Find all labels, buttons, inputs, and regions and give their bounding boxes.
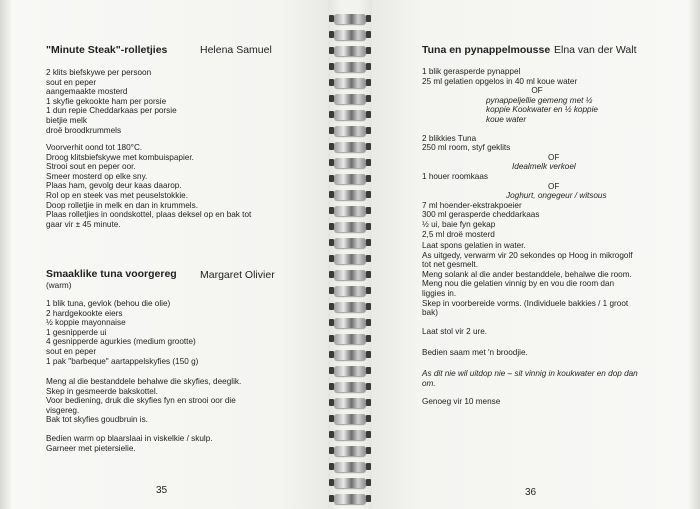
- binding-hole: [329, 495, 334, 502]
- binding-hole: [366, 79, 371, 86]
- binding-hole: [366, 63, 371, 70]
- binding-hole: [366, 175, 371, 182]
- ingredient-line: sout en peper: [46, 77, 97, 87]
- binding-coil: [334, 174, 366, 184]
- binding-hole: [366, 15, 371, 22]
- method-list: [46, 377, 241, 425]
- ingredient-line: 4 gesnipperde agurkies (medium grootte): [46, 337, 196, 347]
- binding-hole: [329, 351, 334, 358]
- ingredient-line: ½ koppie mayonnaise: [46, 318, 126, 328]
- binding-coil: [334, 302, 366, 312]
- binding-hole: [366, 415, 371, 422]
- binding-hole: [329, 431, 334, 438]
- method-line: Laat spons gelatien in water.: [422, 241, 526, 250]
- serve-note: [46, 434, 213, 453]
- yield-line: Genoeg vir 10 mense: [422, 397, 501, 406]
- binding-hole: [329, 415, 334, 422]
- serve-line: Bedien saam met 'n broodjie.: [422, 348, 528, 357]
- binding-coil: [334, 270, 366, 280]
- recipe-title: Tuna en pynappelmousse: [422, 44, 551, 56]
- ingredient-line: 250 ml room, styf geklits: [422, 143, 511, 153]
- binding-hole: [329, 447, 334, 454]
- binding-coil: [334, 462, 366, 472]
- binding-hole: [329, 335, 334, 342]
- binding-hole: [329, 79, 334, 86]
- ingredient-line: 1 skyfie gekookte ham per porsie: [46, 96, 167, 106]
- method-line: Droog klitsbiefskywe met kombuispapier.: [46, 152, 194, 162]
- binding-coil: [334, 14, 366, 24]
- ingredient-line: 1 blik tuna, gevlok (behou die olie): [46, 299, 171, 308]
- binding-coil: [334, 238, 366, 248]
- binding-coil: [334, 30, 366, 40]
- ingredient-line: bietjie melk: [46, 115, 87, 125]
- serve-line: Bedien warm op blaarslaai in viskelkie / skulp.: [46, 434, 213, 443]
- ingredient-line: 300 ml gerasperde cheddarkaas: [422, 210, 540, 220]
- binding-hole: [329, 95, 334, 102]
- ingredient-line: 2 klits biefskywe per persoon: [46, 68, 152, 77]
- method-line: tot net gesmelt.: [422, 260, 478, 270]
- page-edge-shadow: [688, 0, 700, 509]
- method-line: gaar vir ± 45 minute.: [46, 219, 121, 229]
- binding-coil: [334, 398, 366, 408]
- binding-hole: [329, 175, 334, 182]
- ingredient-line: ½ ui, baie fyn gekap: [422, 219, 496, 229]
- method-line: Skep in voorbereide vorms. (Individuele bakkies / 1 groot: [422, 298, 629, 308]
- method-line: Meng solank al die ander bestanddele, behalwe die room.: [422, 269, 632, 279]
- alternative-line: koppie Kookwater en ½ koppie: [486, 105, 598, 115]
- method-line: bak): [422, 308, 438, 318]
- binding-hole: [329, 399, 334, 406]
- ingredient-line: 2 blikkies Tuna: [422, 133, 477, 143]
- alternative-line: koue water: [486, 114, 527, 124]
- yield-note: [422, 397, 500, 407]
- binding-hole: [366, 31, 371, 38]
- ingredient-list: [46, 299, 198, 366]
- binding-hole: [366, 399, 371, 406]
- binding-coil: [334, 158, 366, 168]
- method-line: Doop rolletjie in melk en dan in krummels.: [46, 200, 198, 210]
- binding-coil: [334, 350, 366, 360]
- binding-hole: [329, 127, 334, 134]
- binding-coil: [334, 190, 366, 200]
- binding-coil: [334, 446, 366, 456]
- ingredient-line: 1 houer roomkaas: [422, 171, 488, 181]
- binding-hole: [366, 319, 371, 326]
- binding-hole: [366, 287, 371, 294]
- binding-hole: [366, 447, 371, 454]
- method-line: visgereg.: [46, 405, 80, 415]
- binding-hole: [366, 367, 371, 374]
- method-line: Voorverhit oond tot 180°C.: [46, 143, 143, 152]
- binding-hole: [366, 207, 371, 214]
- ingredient-line: 7 ml hoender-ekstrakpoeier: [422, 200, 522, 210]
- method-list: [422, 241, 633, 318]
- method-list: [46, 143, 251, 229]
- ingredient-line: 1 blik gerasperde pynappel: [422, 67, 521, 76]
- chill-line: Laat stol vir 2 ure.: [422, 327, 488, 336]
- serve-line: Garneer met pietersielie.: [46, 443, 136, 453]
- binding-hole: [329, 191, 334, 198]
- recipe-author: Elna van der Walt: [554, 44, 637, 56]
- binding-hole: [366, 127, 371, 134]
- binding-hole: [366, 495, 371, 502]
- binding-coil: [334, 430, 366, 440]
- alternative-line: Joghurt, ongegeur / witsous: [506, 191, 607, 201]
- binding-coil: [334, 494, 366, 504]
- ingredient-line: 25 ml gelatien opgelos in 40 ml koue water: [422, 76, 578, 86]
- right-page: [372, 0, 700, 509]
- binding-coil: [334, 286, 366, 296]
- or-label: OF: [531, 86, 543, 96]
- binding-hole: [329, 143, 334, 150]
- binding-coil: [334, 110, 366, 120]
- binding-hole: [329, 15, 334, 22]
- binding-hole: [366, 159, 371, 166]
- binding-coil: [334, 382, 366, 392]
- binding-hole: [366, 431, 371, 438]
- binding-hole: [329, 479, 334, 486]
- binding-coil: [334, 126, 366, 136]
- serve-note: [422, 348, 528, 358]
- method-line: As uitgedy, verwarm vir 20 sekondes op Hoog in mikrogolf: [422, 250, 633, 260]
- binding-hole: [329, 271, 334, 278]
- method-line: Skep in gesmeerde bakskottel.: [46, 386, 158, 396]
- method-line: Plaas rolletjies in oondskottel, plaas deksel op en bak tot: [46, 210, 252, 220]
- binding-hole: [329, 223, 334, 230]
- binding-hole: [329, 47, 334, 54]
- binding-coil: [334, 222, 366, 232]
- binding-hole: [329, 463, 334, 470]
- binding-hole: [329, 319, 334, 326]
- method-line: liggies in.: [422, 288, 457, 298]
- method-line: Voor bediening, druk die skyfies fyn en strooi oor die: [46, 396, 236, 406]
- binding-coil: [334, 78, 366, 88]
- binding-hole: [366, 47, 371, 54]
- ingredient-line: 1 pak "barbeque" aartappelskyfies (150 g): [46, 356, 199, 366]
- binding-hole: [366, 351, 371, 358]
- binding-coil: [334, 334, 366, 344]
- left-page: [0, 0, 328, 509]
- binding-coil: [334, 46, 366, 56]
- binding-coil: [334, 366, 366, 376]
- alternative-line: pynappeljellie gemeng met ½: [486, 95, 593, 105]
- binding-hole: [366, 143, 371, 150]
- ingredient-line: aangemaakte mosterd: [46, 87, 128, 97]
- binding-hole: [366, 463, 371, 470]
- serving-note: [46, 281, 71, 291]
- ingredient-line: 1 gesnipperde ui: [46, 327, 107, 337]
- binding-coil: [334, 478, 366, 488]
- tip-note: [422, 369, 638, 388]
- or-label: OF: [548, 152, 560, 162]
- binding-hole: [329, 111, 334, 118]
- binding-hole: [329, 367, 334, 374]
- recipe-author: Helena Samuel: [200, 44, 272, 56]
- method-line: Plaas ham, gevolg deur kaas daarop.: [46, 181, 182, 191]
- binding-hole: [329, 287, 334, 294]
- method-line: Bak tot skyfies goudbruin is.: [46, 415, 148, 425]
- tip-line: om.: [422, 378, 436, 388]
- ingredient-line: 1 dun repie Cheddarkaas per porsie: [46, 106, 177, 116]
- page-edge-shadow: [0, 0, 12, 509]
- binding-hole: [366, 479, 371, 486]
- page-number: 36: [525, 487, 537, 498]
- binding-hole: [366, 95, 371, 102]
- binding-hole: [329, 159, 334, 166]
- binding-hole: [366, 335, 371, 342]
- tip-line: As dit nie wil uitdop nie – sit vinnig in koukwater en dop dan: [422, 369, 638, 378]
- binding-hole: [366, 383, 371, 390]
- binding-coil: [334, 318, 366, 328]
- serving-line: (warm): [46, 281, 72, 290]
- recipe-title: "Minute Steak"-rolletjies: [46, 44, 168, 56]
- binding-coil: [334, 414, 366, 424]
- binding-coil: [334, 254, 366, 264]
- ingredient-line: 2 hardgekookte eiers: [46, 308, 123, 318]
- method-line: Meng al die bestanddele behalwe die skyfies, deeglik.: [46, 377, 242, 386]
- binding-coil: [334, 62, 366, 72]
- recipe-author: Margaret Olivier: [200, 269, 275, 281]
- binding-hole: [329, 31, 334, 38]
- chill-note: [422, 327, 487, 337]
- recipe-title: Smaaklike tuna voorgereg: [46, 268, 177, 280]
- method-line: Meng nou die gelatien vinnig by en vou die room dan: [422, 279, 615, 289]
- ingredient-line: droë broodkrummels: [46, 125, 122, 135]
- binding-hole: [366, 239, 371, 246]
- binding-coil: [334, 206, 366, 216]
- binding-hole: [329, 207, 334, 214]
- ingredient-line: 2,5 ml droë mosterd: [422, 229, 495, 239]
- binding-hole: [329, 239, 334, 246]
- binding-hole: [329, 383, 334, 390]
- method-line: Smeer mosterd op elke sny.: [46, 171, 148, 181]
- or-label: OF: [548, 181, 560, 191]
- binding-hole: [329, 255, 334, 262]
- method-line: Strooi sout en peper oor.: [46, 162, 136, 172]
- binding-hole: [366, 191, 371, 198]
- ingredient-list: [46, 68, 177, 135]
- method-line: Rol op en steek vas met peuselstokkie.: [46, 190, 188, 200]
- binding-coil: [334, 142, 366, 152]
- binding-hole: [366, 271, 371, 278]
- page-number: 35: [156, 485, 168, 496]
- binding-hole: [366, 223, 371, 230]
- binding-hole: [366, 111, 371, 118]
- binding-hole: [329, 303, 334, 310]
- binding-hole: [329, 63, 334, 70]
- alternative-line: Idealmelk verkoel: [512, 162, 576, 172]
- ingredient-list: [422, 67, 652, 239]
- binding-hole: [366, 255, 371, 262]
- binding-coil: [334, 94, 366, 104]
- ingredient-line: sout en peper: [46, 346, 97, 356]
- spiral-binding: [328, 0, 372, 509]
- binding-hole: [366, 303, 371, 310]
